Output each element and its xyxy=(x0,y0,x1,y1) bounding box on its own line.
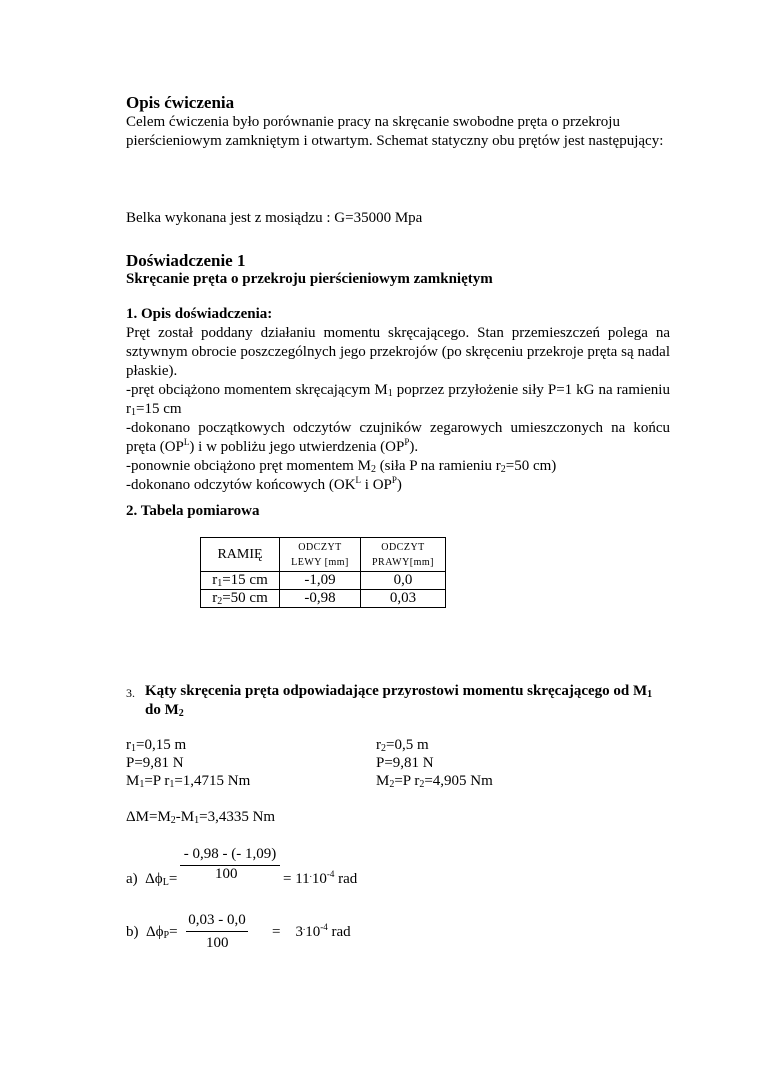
intro-text xyxy=(126,113,663,151)
table-heading: 2. Tabela pomiarowa xyxy=(126,503,260,519)
left-parameters xyxy=(126,736,250,790)
right-m: $M_2=P$ $r_2=4,905$ Nm xyxy=(376,773,493,790)
angles-heading: Kąty skręcenia pręta odpowiadające przyrostowi momentu skręcającego od $M_1$ do $M_2$ xyxy=(145,683,653,719)
table-header-row xyxy=(201,538,446,572)
intro-line-1: Celem ćwiczenia było porównanie pracy na skręcanie swobodne pręta o przekroju xyxy=(126,114,620,130)
description-bullet-3: -ponownie obciążono pręt momentem $M_2$ (siła P na ramieniu $r_2=50$ cm) xyxy=(126,458,557,475)
experiment-title: Doświadczenie 1 xyxy=(126,251,246,270)
delta-m: $\Delta M=M_2-M_1=3,4335$ Nm xyxy=(126,809,276,826)
measurement-table xyxy=(200,537,446,608)
cell-prawy: 0,03 xyxy=(361,590,446,608)
description-heading: 1. Opis doświadczenia: xyxy=(126,306,273,322)
description-bullet-2: -dokonano początkowych odczytów czujników zegarowych umieszczonych na końcu pręta $(OP^L)$ i w pobliżu jego utwierdzenia $(OP^P)$. xyxy=(126,420,670,455)
intro-line-2: pierścieniowym zamkniętym i otwartym. Schemat statyczny obu prętów jest następujący: xyxy=(126,133,664,149)
cell-lewy: -0,98 xyxy=(280,590,361,608)
formula-b-numerator: 0,03 - 0,0 xyxy=(188,912,246,928)
experiment-subtitle: Skręcanie pręta o przekroju pierścieniowym zamkniętym xyxy=(126,271,493,287)
formula-b-result: = $3^.10^{-4}$ rad xyxy=(272,922,351,940)
description-body xyxy=(126,324,670,495)
formula-b-fraction-line xyxy=(186,931,248,932)
formula-b-label: b) $\Delta\phi_P=$ xyxy=(126,924,178,941)
description-bullet-1: -pręt obciążono momentem skręcającym $M_1$ poprzez przyłożenie siły P=1 kG na ramieniu $r_1=15$ cm xyxy=(126,382,670,418)
formula-a-label: a) $\Delta\phi_L=$ xyxy=(126,871,178,888)
table-row xyxy=(201,590,446,608)
right-p: P=9,81 N xyxy=(376,755,434,771)
left-m: $M_1=P$ $r_1=1,4715$ Nm xyxy=(126,773,251,790)
formula-b-denominator: 100 xyxy=(206,935,229,951)
formula-a-result: = $11^.10^{-4}$ rad xyxy=(283,869,358,887)
cell-lewy: -1,09 xyxy=(280,572,361,590)
description-bullet-4: -dokonano odczytów końcowych ($OK^L$ i $OP^P$) xyxy=(126,475,402,493)
description-paragraph: Pręt został poddany działaniu momentu skręcającego. Stan przemieszczeń polega na sztywnym obrocie poszczególnych jego przekrojów (po skręceniu przekroje pręta są nadal płaskie). xyxy=(126,325,670,379)
header-odczyt-prawy: ODCZYT PRAWY[mm] xyxy=(361,538,446,572)
left-p: P=9,81 N xyxy=(126,755,184,771)
left-r: $r_1=0,15$ m xyxy=(126,737,187,754)
section-title: Opis ćwiczenia xyxy=(126,93,235,112)
angles-number: 3. xyxy=(126,686,135,700)
formula-a-denominator: 100 xyxy=(215,866,238,882)
cell-prawy: 0,0 xyxy=(361,572,446,590)
right-parameters xyxy=(376,736,493,790)
header-odczyt-lewy: ODCZYT LEWY [mm] xyxy=(280,538,361,572)
cell-ramie: $r_1=15$ cm xyxy=(201,572,280,590)
formula-a-numerator: - 0,98 - (- 1,09) xyxy=(183,846,277,862)
table-row xyxy=(201,572,446,590)
cell-ramie: $r_2=50$ cm xyxy=(201,590,280,608)
right-r: $r_2=0,5$ m xyxy=(376,737,429,754)
material-line: Belka wykonana jest z mosiądzu : G=35000 Mpa xyxy=(126,210,423,226)
header-ramie: RAMIĘ xyxy=(201,538,280,572)
